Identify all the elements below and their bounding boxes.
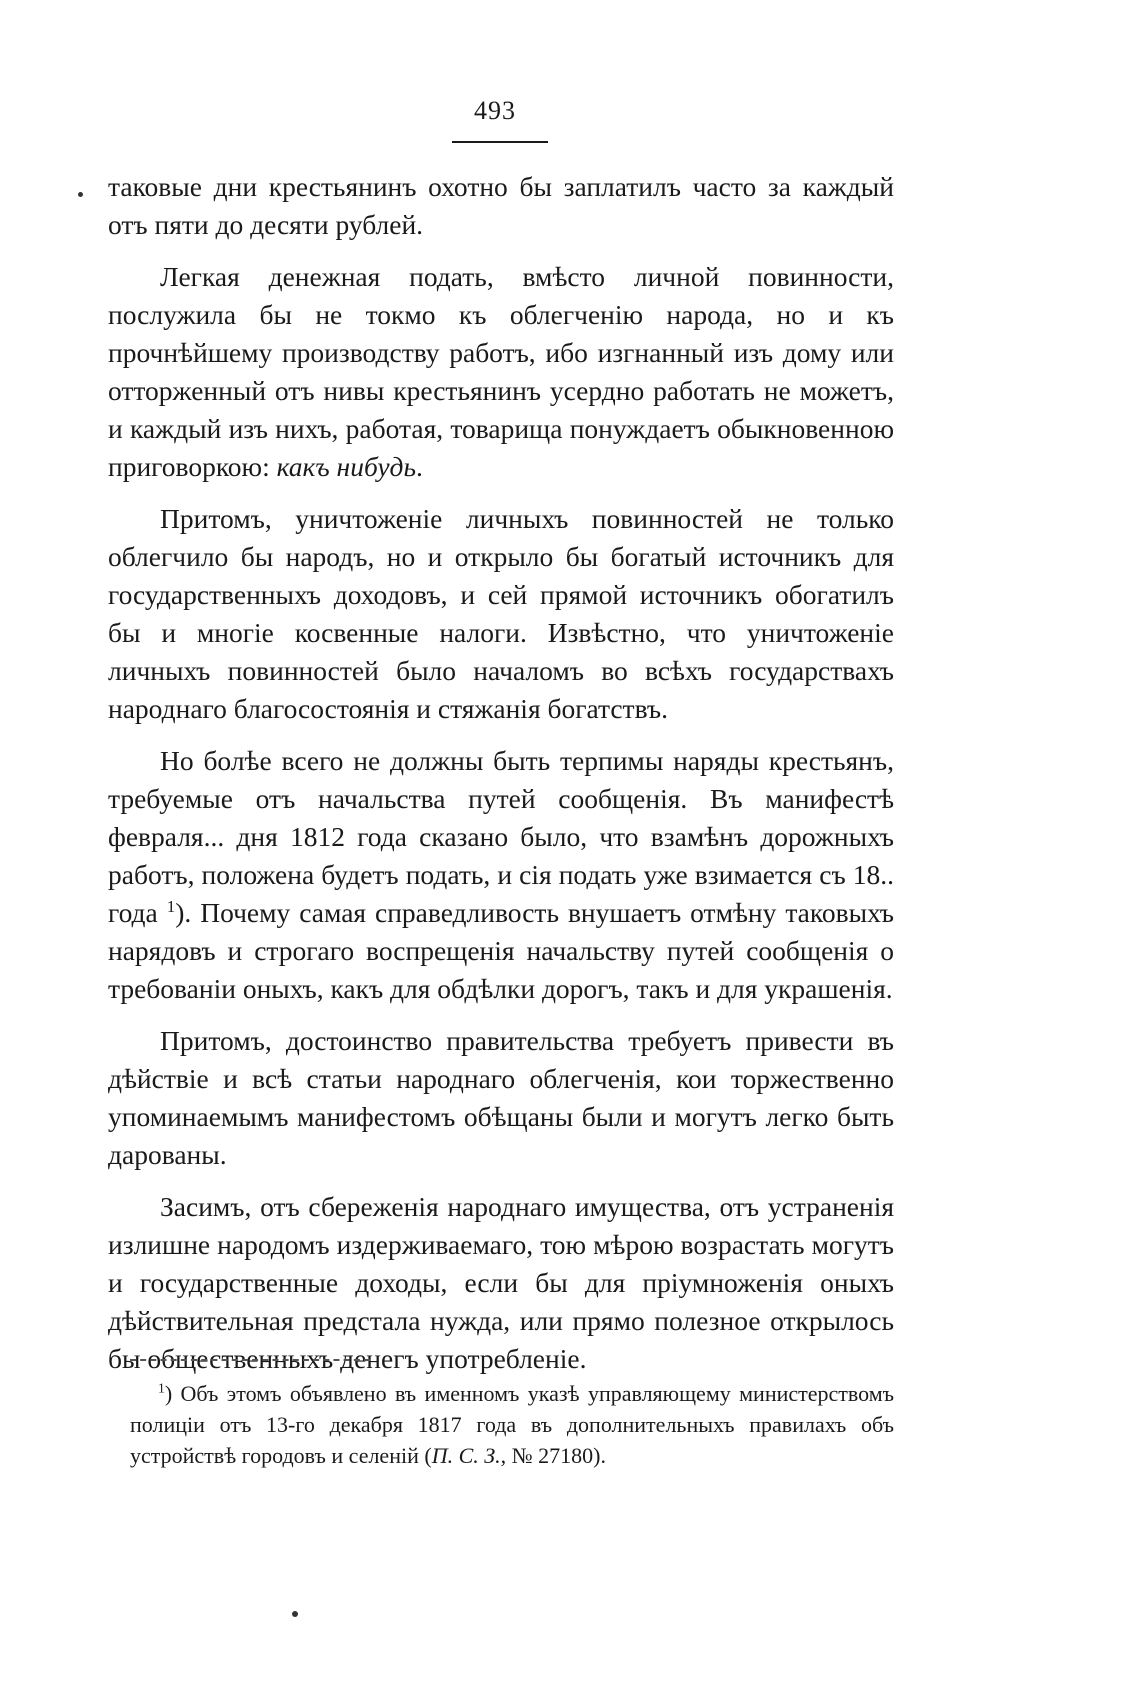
paragraph-text: Но болѣе всего не должны быть терпимы наряды крестьянъ, требуемые отъ начальства путей сообщенія. Въ манифестѣ февраля... дня 1812 года сказано было, что взамѣнъ дорожныхъ работъ, положена будетъ подать, и сія подать уже взимается съ 18.. года (108, 745, 894, 928)
paragraph-text: Притомъ, уничтоженіе личныхъ повинностей не только облегчило бы народъ, но и открыло бы богатый источникъ для государственныхъ доходовъ, и сей прямой источникъ обогатилъ бы и многіе косвенные налоги. Извѣстно, что уничтоженіе личныхъ повинностей было началомъ во всѣхъ государствахъ народнаго благосостоянія и стяжанія богатствъ. (108, 503, 894, 724)
footnote-separator (130, 1359, 370, 1361)
paragraph-1-continuation (108, 168, 894, 244)
paragraph-2 (108, 258, 894, 486)
paragraph-text: Засимъ, отъ сбереженія народнаго имущества, отъ устраненія излишне народомъ издерживаемаго, тою мѣрою возрастать могутъ и государственные доходы, если бы для пріумноженія оныхъ дѣйствительная предстала нужда, или прямо полезное открылось бы общественныхъ денегъ употребленіе. (108, 1191, 894, 1374)
paragraph-text: ). Почему самая справедливость внушаетъ отмѣну таковыхъ нарядовъ и строгаго воспрещенія начальству путей сообщенія о требованіи оныхъ, какъ для обдѣлки дорогъ, такъ и для украшенія. (108, 897, 894, 1004)
footnote-text: ) Объ этомъ объявлено въ именномъ указѣ управляющему министерствомъ полиціи отъ 13-го декабря 1817 года въ дополнительныхъ правилахъ объ устройствѣ городовъ и селеній ( (130, 1381, 894, 1468)
scan-speck (292, 1611, 298, 1617)
page-number-rule (452, 141, 548, 143)
footnote-reference: 1 (166, 896, 176, 916)
body-text (108, 168, 894, 1378)
paragraph-text: таковые дни крестьянинъ охотно бы заплатилъ часто за каждый отъ пяти до десяти рублей. (108, 171, 894, 240)
paragraph-4 (108, 742, 894, 1008)
italic-phrase: какъ нибудь (276, 451, 416, 482)
page-number: 493 (474, 96, 516, 125)
paragraph-text: Легкая денежная подать, вмѣсто личной повинности, послужила бы не токмо къ облегченію народа, но и къ прочнѣйшему производству работъ, ибо изгнанный изъ дому или отторженный отъ нивы крестьянинъ усердно работать не можетъ, и каждый изъ нихъ, работая, товарища понуждаетъ обыкновенною приговоркою: (108, 261, 894, 482)
scan-speck (78, 192, 83, 197)
footnote-citation: П. С. З. (431, 1443, 501, 1468)
paragraph-6 (108, 1188, 894, 1378)
footnote (130, 1378, 894, 1471)
footnote-text: , № 27180). (500, 1443, 606, 1468)
paragraph-text: Притомъ, достоинство правительства требуетъ привести въ дѣйствіе и всѣ статьи народнаго облегченія, кои торжественно упоминаемымъ манифестомъ обѣщаны были и могутъ легко быть дарованы. (108, 1025, 894, 1170)
paragraph-text: . (415, 451, 423, 482)
paragraph-3 (108, 500, 894, 728)
paragraph-5 (108, 1022, 894, 1174)
footnote-marker: 1 (158, 1380, 165, 1396)
